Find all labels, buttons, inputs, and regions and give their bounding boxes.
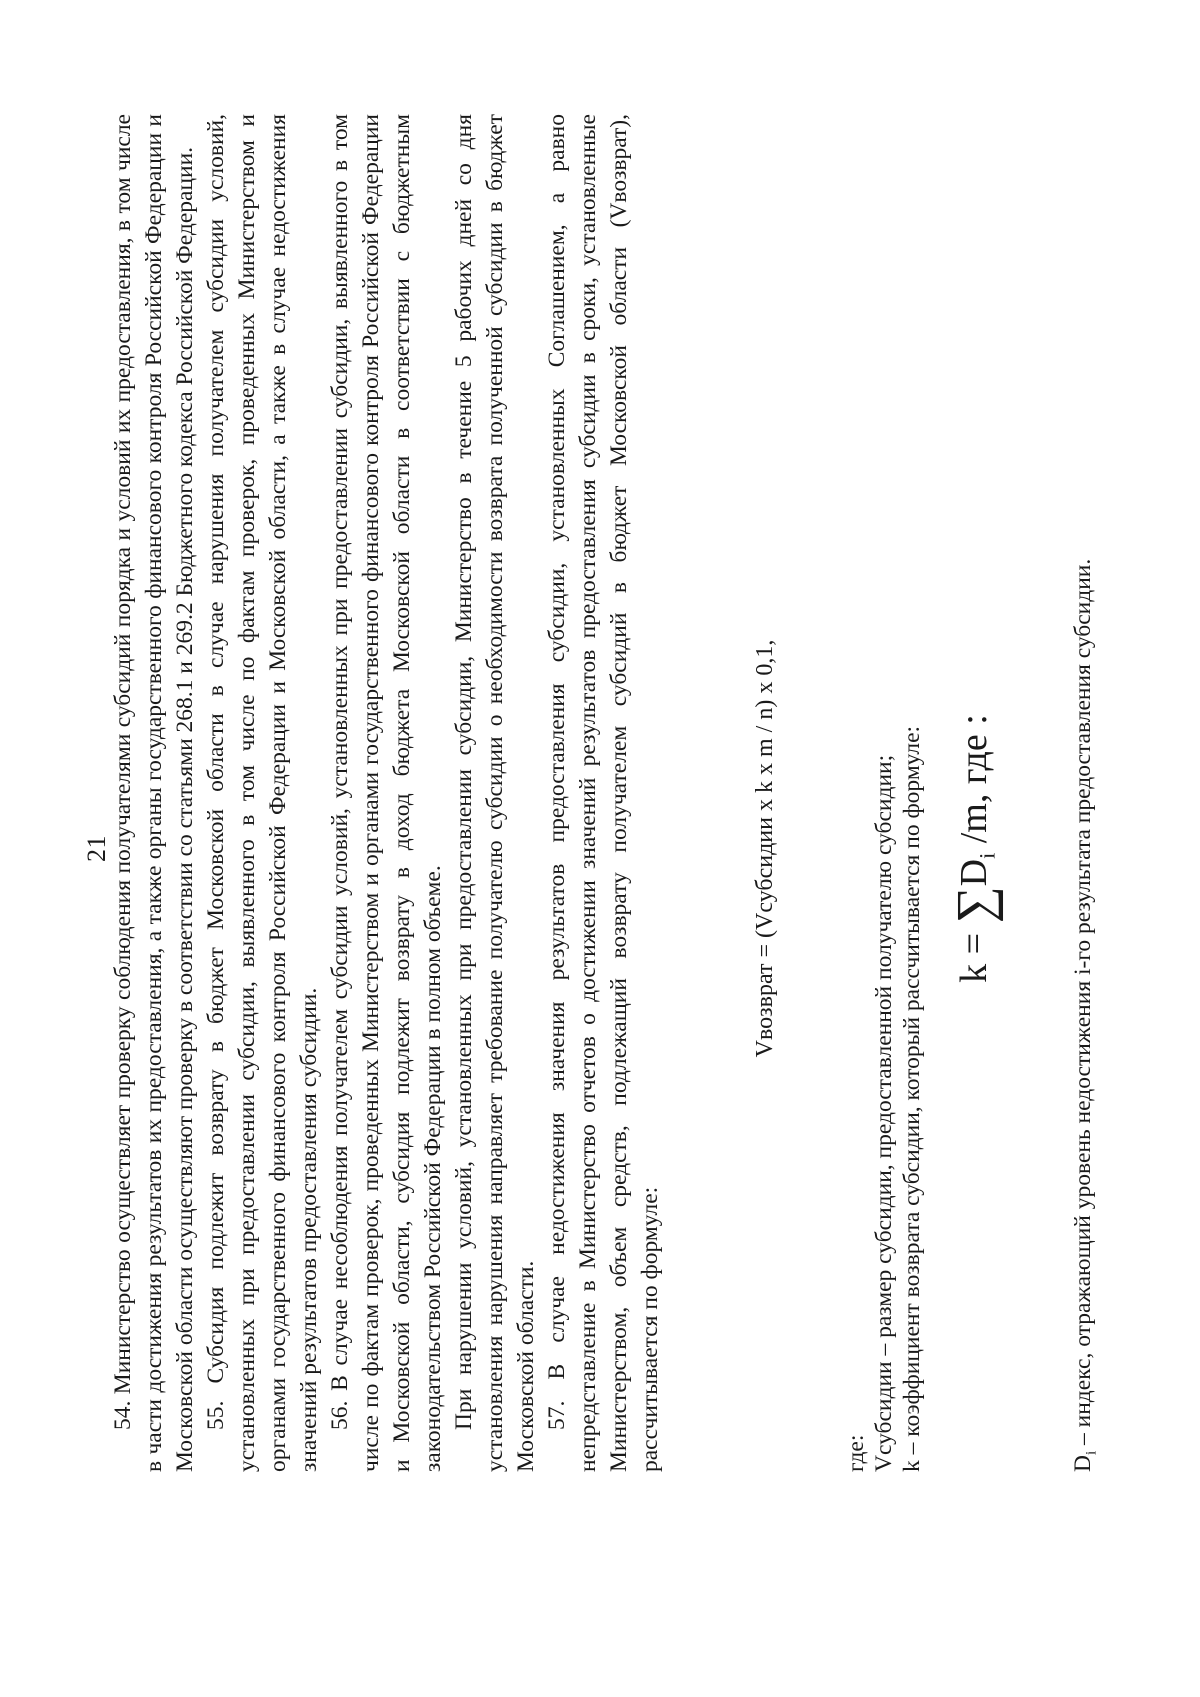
paragraph-54: 54. Министерство осуществляет проверку соблюдения получателями субсидий порядка и условий их предоставления, в том числе в части достижения результатов их предоставления, а также органы государственного финансового контроля Российской Федерации и Московской области осуществляют проверку в соответствии со статьями 268.1 и 269.2 Бюджетного кодекса Российской Федерации. (110, 114, 198, 1472)
di-symbol-sub: i (1083, 1450, 1100, 1456)
paragraph-56-continued: При нарушении условий, установленных при предоставлении субсидии, Министерство в течение 5 рабочих дней со дня установления нарушения направляет требование получателю субсидии о необходимости возврата полученной субсидии в бюджет Московской области. (451, 114, 539, 1472)
di-text: – индекс, отражающий уровень недостижения i-го результата предоставления субсидии. (1070, 558, 1096, 1451)
body-text (108, 114, 666, 1472)
formula-k (946, 0, 1005, 1697)
sum-symbol: ∑ (947, 886, 1004, 924)
where-k: k – коэффициент возврата субсидии, который рассчитывается по формуле: (899, 725, 925, 1472)
where-vsubsidii: Vсубсидии – размер субсидии, предоставленной получателю субсидии; (871, 754, 897, 1472)
page-number: 21 (82, 835, 111, 862)
where-label: где: (843, 1434, 869, 1472)
formula-k-lhs: k = (953, 923, 995, 983)
paragraph-56: 56. В случае несоблюдения получателем субсидии условий, установленных при предоставлении субсидии, выявленного в том числе по фактам проверок, проведенных Министерством и органами государственного финансового контроля Российской Федерации и Московской области, субсидия подлежит возврату в доход бюджета Московской области в соответствии с бюджетным законодательством Российской Федерации в полном объеме. (327, 114, 446, 1472)
formula-k-d: D (953, 858, 995, 887)
formula-k-rest: /m, где : (953, 714, 995, 853)
formula-k-d-sub: i (974, 852, 1000, 859)
di-symbol: D (1070, 1455, 1096, 1472)
paragraph-55: 55. Субсидия подлежит возврату в бюджет Московской области в случае нарушения получателем субсидии условий, установленных при предоставлении субсидии, выявленного в том числе по фактам проверок, проведенных Министерством и органами государственного финансового контроля Российской Федерации и Московской области, а также в случае недостижения значений результатов предоставления субсидии. (203, 114, 322, 1472)
formula-vozvrat: Vвозврат = (Vсубсидии x k x m / n) x 0,1, (752, 639, 778, 1058)
where-block (842, 172, 926, 1472)
paragraph-57: 57. В случае недостижения значения результатов предоставления субсидии, установленных Соглашением, а равно непредставление в Министерство отчетов о достижении значений результатов предоставления субсидии в сроки, установленные Министерством, объем средств, подлежащий возврату получателем субсидий в бюджет Московской области (Vвозврат), рассчитывается по формуле: (544, 114, 663, 1472)
di-definition (1070, 172, 1101, 1472)
